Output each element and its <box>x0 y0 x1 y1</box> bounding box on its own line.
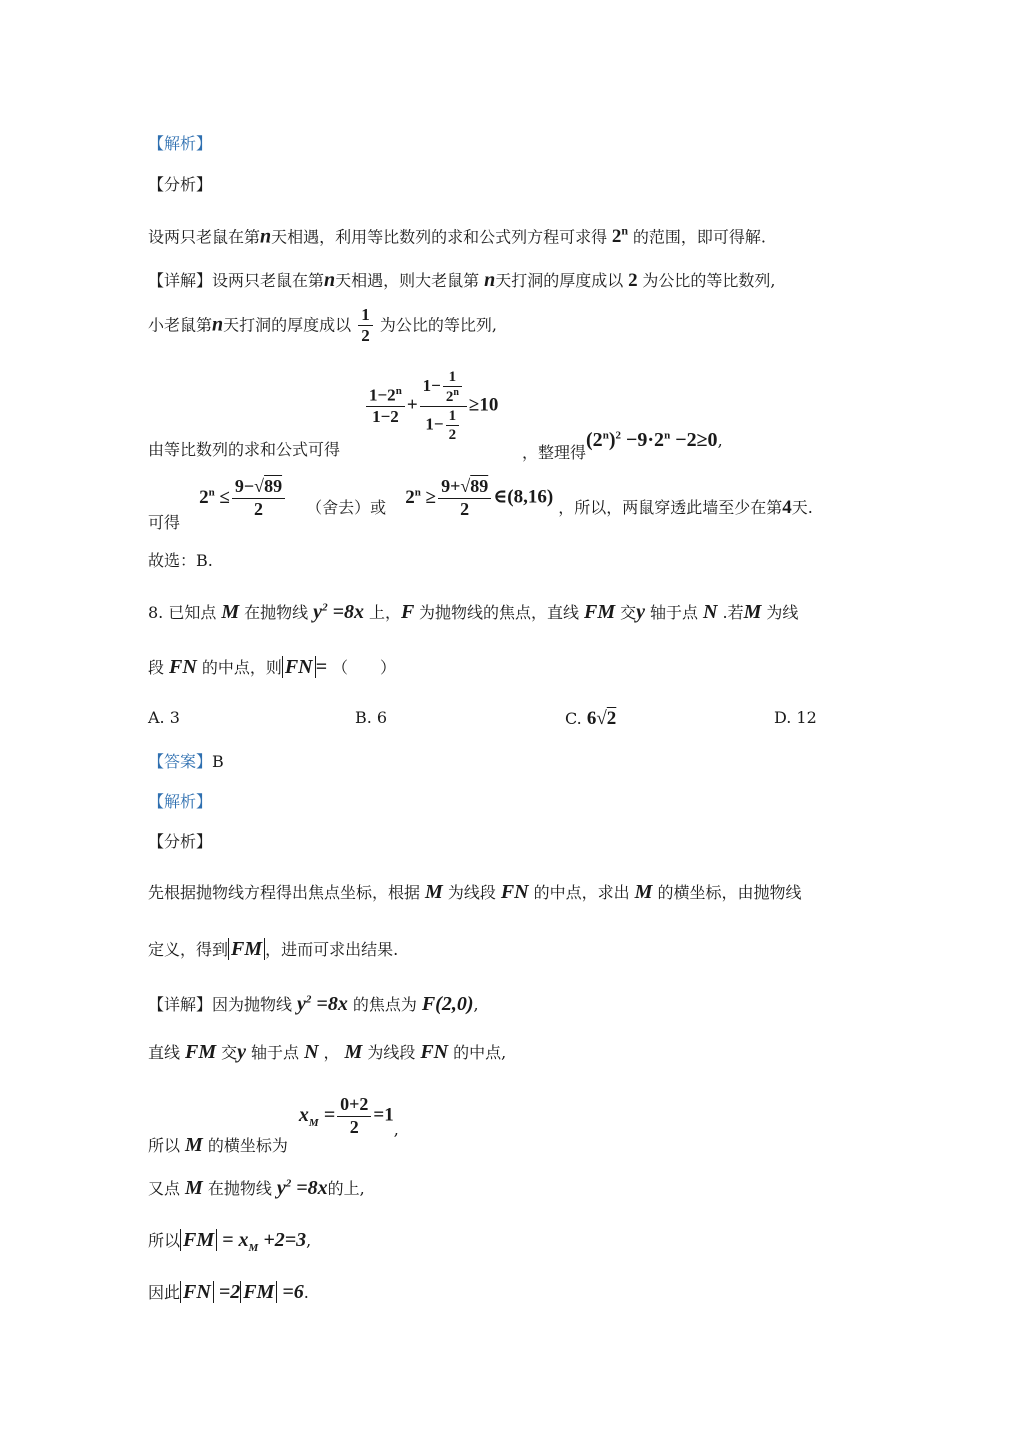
question-8-stem-2: 段 FN 的中点，则 FN = （ ） <box>148 656 397 678</box>
detail-8-line-3: 所以 M 的横坐标为 $x_M$ = $\frac{0+2}{2}$ =1, <box>148 1094 399 1156</box>
section-label-fenxi: 【分析】 <box>148 175 213 194</box>
sum-formula: $\frac{1-2^n}{1-2}$ + 1− $\frac{1}{2^n}$ 1− $\frac{1}{2}$ ≥10 <box>364 368 498 444</box>
analysis-8-line-2: 定义，得到 FM ，进而可求出结果. <box>148 938 399 960</box>
detail-8-line-2: 直线 FM 交y 轴于点 N ， M 为线段 FN 的中点, <box>148 1041 507 1063</box>
detail-paragraph: 【详解】设两只老鼠在第n天相遇，则大老鼠第 n天打洞的厚度成以 2 为公比的等比数列, <box>148 269 776 291</box>
sum-line: 由等比数列的求和公式可得 <box>148 440 341 459</box>
detail-8-line-1: 【详解】因为抛物线 $y^2 =8x$ 的焦点为 F(2,0), <box>148 993 479 1015</box>
question-8-stem: 8. 已知点 M 在抛物线 $y^2 =8x$ 上，F 为抛物线的焦点，直线 FM 交y 轴于点 N .若M 为线 <box>148 601 799 623</box>
detail-8-line-4: 又点 M 在抛物线 $y^2 =8x$的上, <box>148 1177 365 1199</box>
section-label-jiexi-2: 【解析】 <box>148 792 213 811</box>
option-b: B. 6 <box>355 708 388 727</box>
answer-line: 【答案】B <box>148 752 224 771</box>
result-line: 可得 $2^n$ ≤ $\frac{9-√89}{2}$ （舍去）或 $2^n$ ≥ $\frac{9+√89}{2}$ ∈(8,16) ，所以，两鼠穿透此墙至少在第4天. <box>148 476 813 532</box>
section-label-jiexi: 【解析】 <box>148 134 213 153</box>
sum-line-rest: ，整理得$(2^n)^2 -9\cdot 2^n -2\ge 0$, <box>522 429 723 462</box>
analysis-8-line-1: 先根据抛物线方程得出焦点坐标，根据 M 为线段 FN 的中点，求出 M 的横坐标，由抛物线 <box>148 881 802 903</box>
detail-8-line-6: 因此 FN =2 FM =6. <box>148 1281 309 1303</box>
analysis-paragraph: 设两只老鼠在第n天相遇，利用等比数列的求和公式列方程可求得 2$^n$ 的范围，即可得解. <box>148 224 766 248</box>
detail-8-line-5: 所以 FM = $x_M +2=3$, <box>148 1229 312 1254</box>
choose-line: 故选：B. <box>148 551 213 570</box>
small-mouse-line: 小老鼠第n天打洞的厚度成以 $\frac{1}{2}$ 为公比的等比列, <box>148 305 497 346</box>
option-a: A. 3 <box>148 708 180 727</box>
option-d: D. 12 <box>774 708 817 727</box>
option-c: C. 6√2 <box>565 708 617 729</box>
section-label-fenxi-2: 【分析】 <box>148 832 213 851</box>
